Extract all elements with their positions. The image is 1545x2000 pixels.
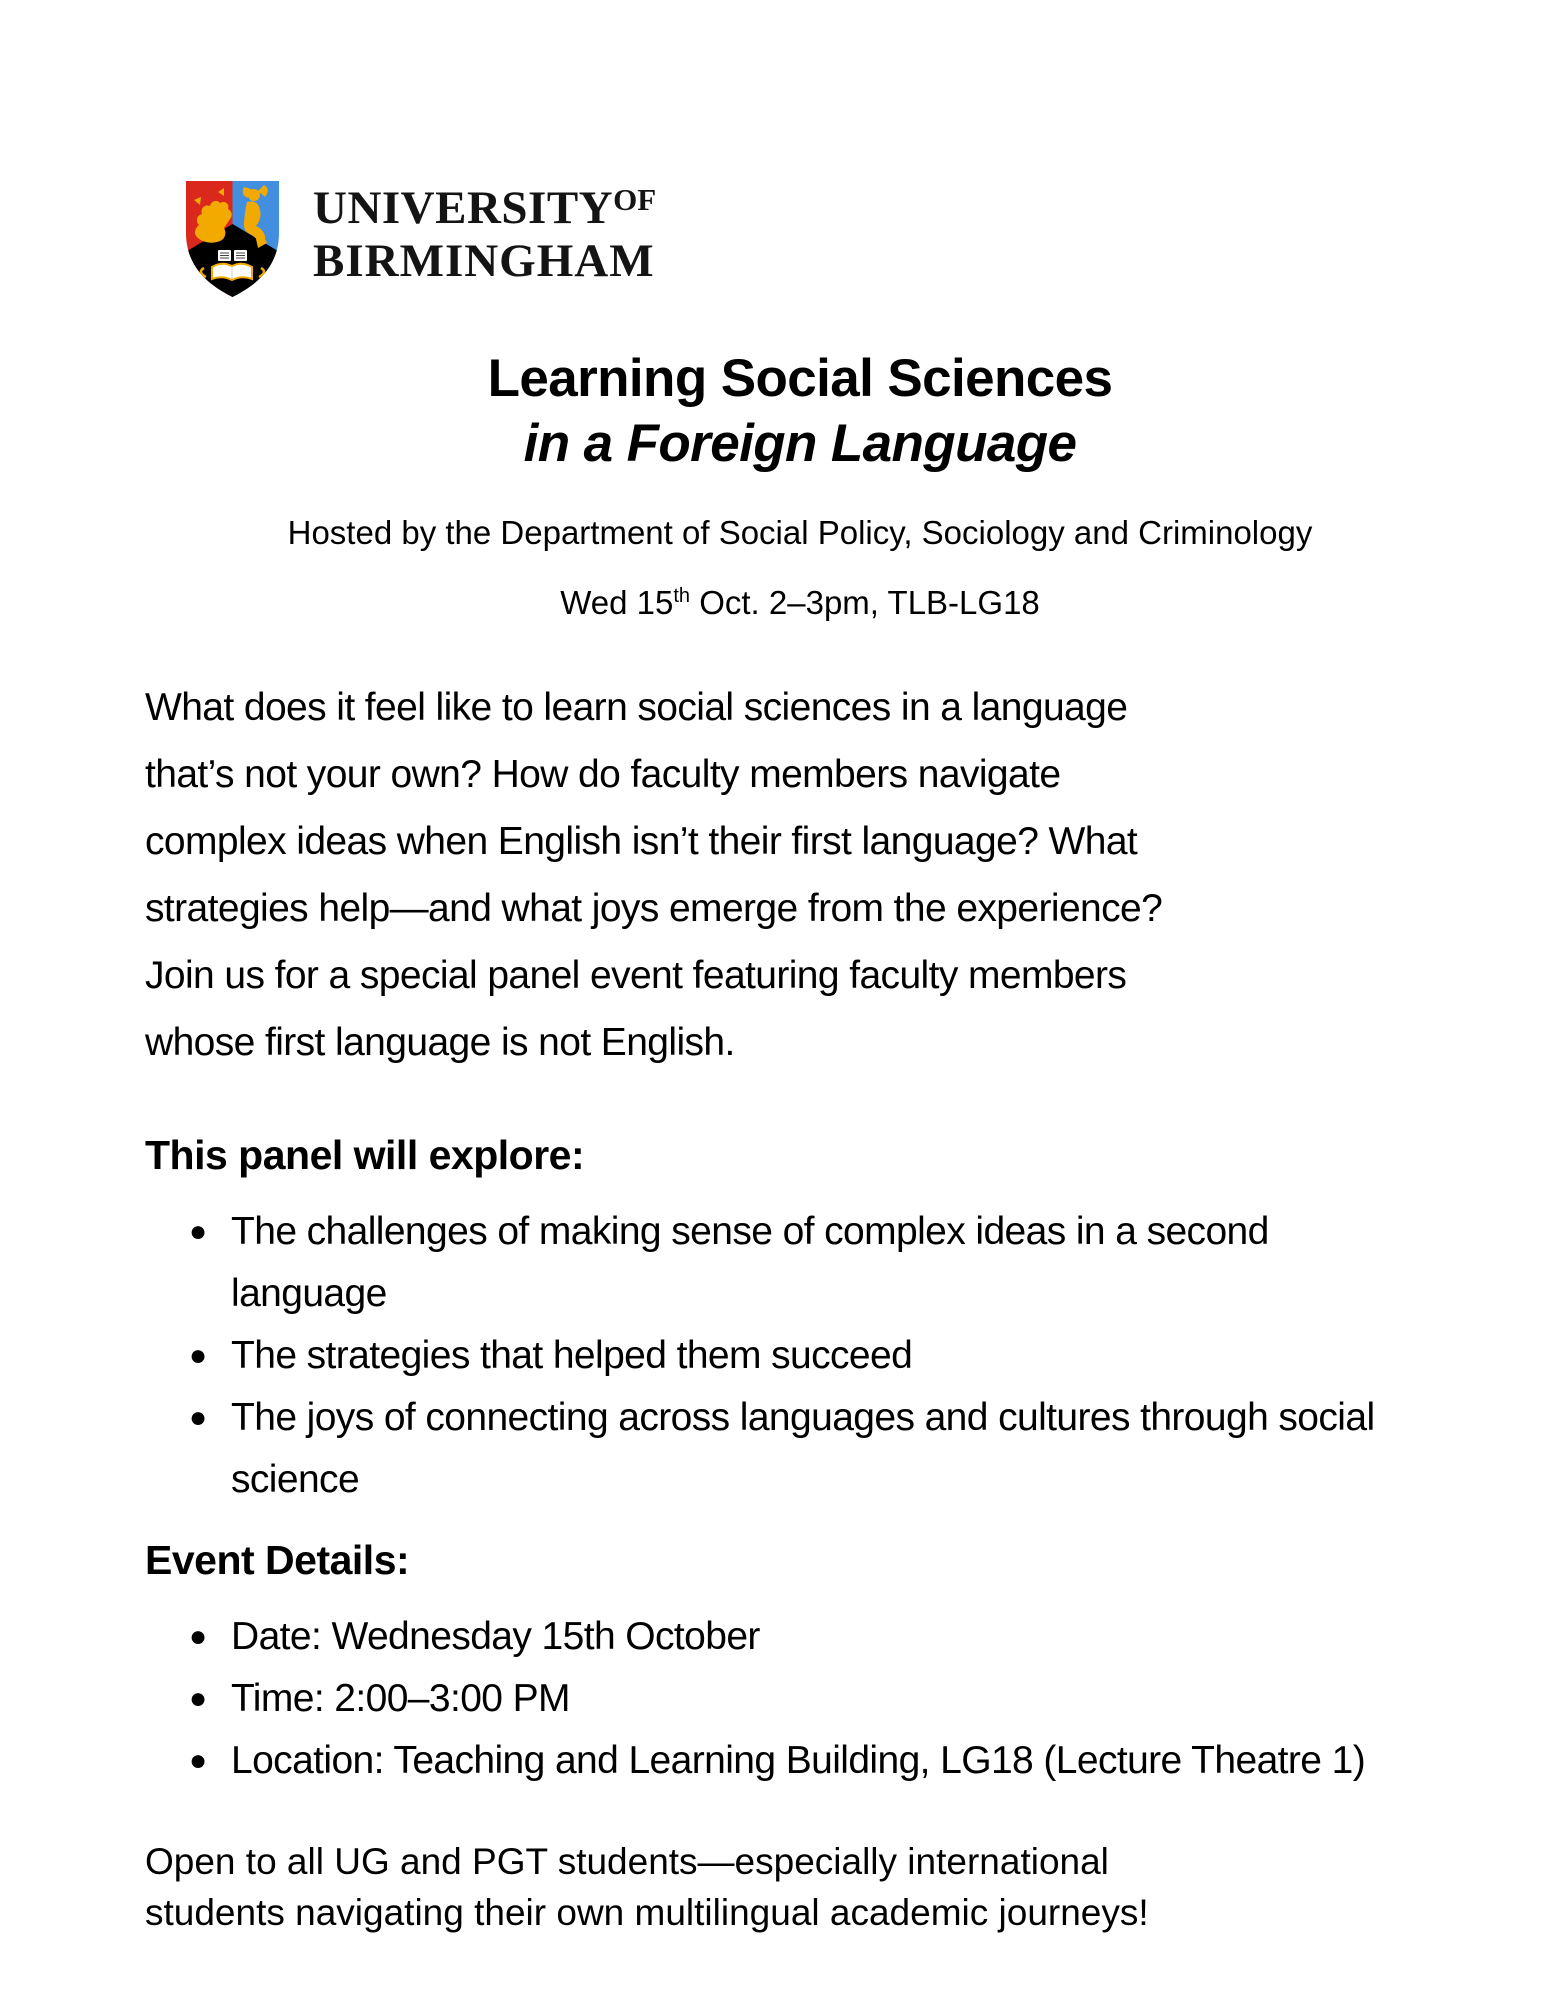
bullet-text-line: The strategies that helped them succeed (231, 1334, 913, 1377)
title-line-2: in a Foreign Language (523, 414, 1077, 473)
bullet-icon: ● (189, 1401, 207, 1434)
wordmark-university: UNIVERSITY (313, 182, 614, 234)
intro-line: strategies help—and what joys emerge from the experience? (145, 887, 1163, 930)
list-item (145, 1325, 1455, 1387)
datetime-ordinal: th (673, 585, 691, 607)
bullet-text-line: Date: Wednesday 15th October (231, 1615, 760, 1658)
intro-line: whose first language is not English. (145, 1021, 735, 1064)
title-line-1: Learning Social Sciences (487, 349, 1113, 408)
closing-line: students navigating their own multilingual academic journeys! (145, 1892, 1149, 1933)
panel-bullet-list (145, 1201, 1455, 1511)
page-title (145, 346, 1455, 476)
intro-paragraph (145, 674, 1455, 1076)
bullet-icon: ● (189, 1744, 207, 1777)
bullet-icon: ● (189, 1682, 207, 1715)
list-item (145, 1606, 1455, 1668)
datetime-suffix: Oct. 2–3pm, TLB-LG18 (690, 584, 1040, 621)
bullet-text-line: science (231, 1458, 360, 1501)
wordmark-line-1 (313, 184, 656, 232)
university-logo (182, 178, 1455, 300)
datetime-line (145, 584, 1455, 622)
closing-line: Open to all UG and PGT students—especially international (145, 1841, 1109, 1882)
panel-section-heading: This panel will explore: (145, 1132, 585, 1178)
university-wordmark (313, 178, 656, 285)
bullet-text-line: Location: Teaching and Learning Building, LG18 (Lecture Theatre 1) (231, 1739, 1366, 1782)
details-bullet-list (145, 1606, 1455, 1792)
datetime-prefix: Wed 15 (560, 584, 674, 621)
wordmark-of: OF (613, 182, 657, 217)
university-crest-icon (182, 178, 283, 300)
intro-line: Join us for a special panel event featuring faculty members (145, 954, 1127, 997)
list-item (145, 1387, 1455, 1511)
bullet-text-line: language (231, 1272, 387, 1315)
intro-line: What does it feel like to learn social sciences in a language (145, 686, 1128, 729)
details-section-heading: Event Details: (145, 1537, 410, 1583)
list-item (145, 1668, 1455, 1730)
bullet-icon: ● (189, 1620, 207, 1653)
bullet-icon: ● (189, 1215, 207, 1248)
bullet-text-line: Time: 2:00–3:00 PM (231, 1677, 570, 1720)
hosted-by-line: Hosted by the Department of Social Policy, Sociology and Criminology (287, 514, 1313, 551)
intro-line: complex ideas when English isn’t their first language? What (145, 820, 1138, 863)
bullet-text-line: The challenges of making sense of complex ideas in a second (231, 1210, 1269, 1253)
list-item (145, 1201, 1455, 1325)
bullet-icon: ● (189, 1339, 207, 1372)
bullet-text-line: The joys of connecting across languages and cultures through social (231, 1396, 1375, 1439)
closing-paragraph (145, 1836, 1455, 1938)
list-item (145, 1730, 1455, 1792)
intro-line: that’s not your own? How do faculty members navigate (145, 753, 1061, 796)
wordmark-birmingham: BIRMINGHAM (313, 235, 655, 287)
